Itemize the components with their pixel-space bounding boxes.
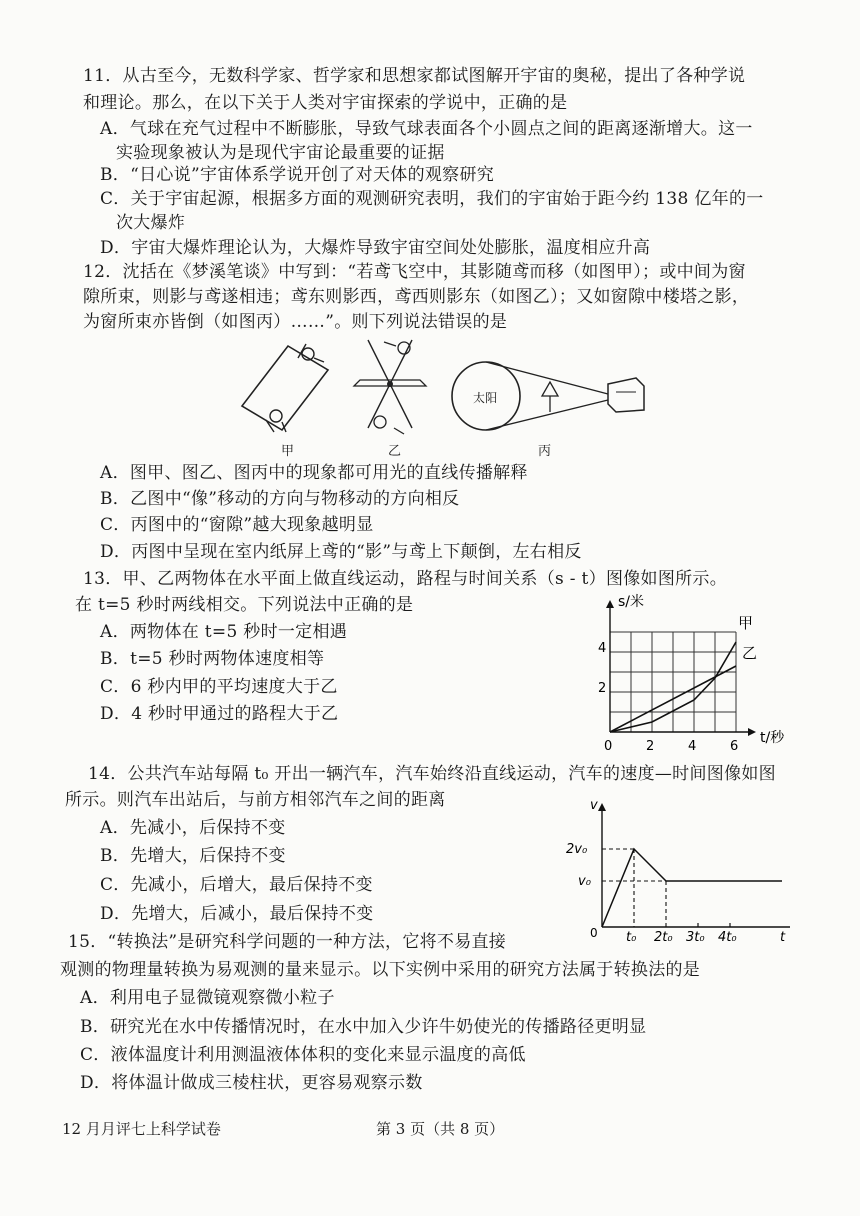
- fig-label-yi: 乙: [388, 444, 402, 459]
- q13-stem-line2: 在 t=5 秒时两线相交。下列说法中正确的是: [75, 595, 414, 615]
- q11-option-a-line1: A．气球在充气过程中不断膨胀，导致气球表面各个小圆点之间的距离逐渐增大。这一: [100, 119, 753, 139]
- q12-stem-line2: 隙所束，则影与鸢遂相违；鸢东则影西，鸢西则影东（如图乙）；又如窗隙中楼塔之影，: [83, 287, 750, 307]
- q12-option-c: C．丙图中的“窗隙”越大现象越明显: [100, 515, 374, 535]
- x-tick-2: 2: [646, 739, 655, 754]
- axis-label-t2: t: [780, 930, 786, 945]
- series-label-jia: 甲: [738, 614, 754, 632]
- y-label-2v0: 2v₀: [566, 842, 588, 857]
- q11-option-c-line2: 次大爆炸: [116, 213, 186, 233]
- q14-option-b: B．先增大，后保持不变: [100, 846, 286, 866]
- footer-page-number: 第 3 页（共 8 页）: [376, 1120, 505, 1138]
- q15-stem-line2: 观测的物理量转换为易观测的量来显示。以下实例中采用的研究方法属于转换法的是: [60, 960, 701, 980]
- x-tick-0: 0: [604, 739, 613, 754]
- v-t-graph: [560, 795, 800, 945]
- q14-option-a: A．先减小，后保持不变: [100, 818, 286, 838]
- axis-label-t: t/秒: [760, 730, 785, 746]
- x-tick-2t0: 2t₀: [654, 930, 673, 945]
- q15-stem-line1: 15．“转换法”是研究科学问题的一种方法，它将不易直接: [68, 932, 507, 952]
- q11-option-d: D．宇宙大爆炸理论认为，大爆炸导致宇宙空间处处膨胀，温度相应升高: [100, 238, 651, 258]
- y-tick-2: 2: [598, 681, 607, 696]
- x-tick-6: 6: [730, 739, 739, 754]
- q11-stem-line2: 和理论。那么，在以下关于人类对宇宙探索的学说中，正确的是: [83, 93, 568, 113]
- x-tick-t0: t₀: [626, 930, 637, 945]
- fig-label-jia: 甲: [281, 444, 295, 459]
- q13-option-d: D．4 秒时甲通过的路程大于乙: [100, 704, 339, 724]
- q15-option-a: A．利用电子显微镜观察微小粒子: [80, 988, 335, 1008]
- q13-stem-line1: 13．甲、乙两物体在水平面上做直线运动，路程与时间关系（s - t）图像如图所示。: [83, 569, 728, 589]
- q15-option-c: C．液体温度计利用测温液体体积的变化来显示温度的高低: [80, 1045, 526, 1065]
- series-label-yi: 乙: [742, 644, 758, 662]
- q13-option-a: A．两物体在 t=5 秒时一定相遇: [100, 622, 348, 642]
- figure-jia: [236, 338, 336, 438]
- q12-option-b: B．乙图中“像”移动的方向与物移动的方向相反: [100, 489, 460, 509]
- q15-option-d: D．将体温计做成三棱柱状，更容易观察示数: [80, 1073, 423, 1093]
- q14-stem-line2: 所示。则汽车出站后，与前方相邻汽车之间的距离: [65, 790, 446, 810]
- q14-option-d: D．先增大，后减小，最后保持不变: [100, 904, 374, 924]
- figure-yi: [350, 332, 430, 440]
- q12-option-d: D．丙图中呈现在室内纸屏上鸢的“影”与鸢上下颠倒，左右相反: [100, 542, 582, 562]
- q14-option-c: C．先减小，后增大，最后保持不变: [100, 875, 373, 895]
- q11-option-b: B．“日心说”宇宙体系学说开创了对天体的观察研究: [100, 165, 495, 185]
- q13-option-b: B．t=5 秒时两物体速度相等: [100, 649, 325, 669]
- q12-stem-line1: 12．沈括在《梦溪笔谈》中写到：“若鸢飞空中，其影随鸢而移（如图甲）；或中间为窗: [83, 262, 746, 282]
- x-tick-3t0: 3t₀: [686, 930, 705, 945]
- x-tick-4: 4: [688, 739, 697, 754]
- kite-icon: [266, 344, 324, 432]
- x-tick-4t0: 4t₀: [718, 930, 737, 945]
- y-tick-4: 4: [598, 641, 607, 656]
- fig-label-sun: 太阳: [473, 391, 498, 405]
- axis-label-v: v: [590, 798, 598, 813]
- q13-option-c: C．6 秒内甲的平均速度大于乙: [100, 677, 338, 697]
- q12-stem-line3: 为窗所束亦皆倒（如图丙）……”。则下列说法错误的是: [83, 312, 508, 332]
- q14-stem-line1: 14．公共汽车站每隔 t₀ 开出一辆汽车，汽车始终沿直线运动，汽车的速度—时间图像如图: [88, 764, 776, 784]
- q11-option-c-line1: C．关于宇宙起源，根据多方面的观测研究表明，我们的宇宙始于距今约 138 亿年的一: [100, 189, 764, 209]
- s-t-graph: [590, 590, 810, 760]
- origin-label: 0: [590, 926, 598, 940]
- q11-option-a-line2: 实验现象被认为是现代宇宙论最重要的证据: [116, 143, 445, 163]
- q11-stem-line1: 11．从古至今，无数科学家、哲学家和思想家都试图解开宇宙的奥秘，提出了各种学说: [83, 66, 746, 86]
- axis-label-s: s/米: [618, 594, 645, 610]
- q15-option-b: B．研究光在水中传播情况时，在水中加入少许牛奶使光的传播路径更明显: [80, 1017, 647, 1037]
- q12-option-a: A．图甲、图乙、图丙中的现象都可用光的直线传播解释: [100, 463, 528, 483]
- footer-exam-name: 12 月月评七上科学试卷: [62, 1120, 221, 1138]
- y-label-v0: v₀: [578, 874, 591, 889]
- fig-label-bing: 丙: [538, 444, 552, 459]
